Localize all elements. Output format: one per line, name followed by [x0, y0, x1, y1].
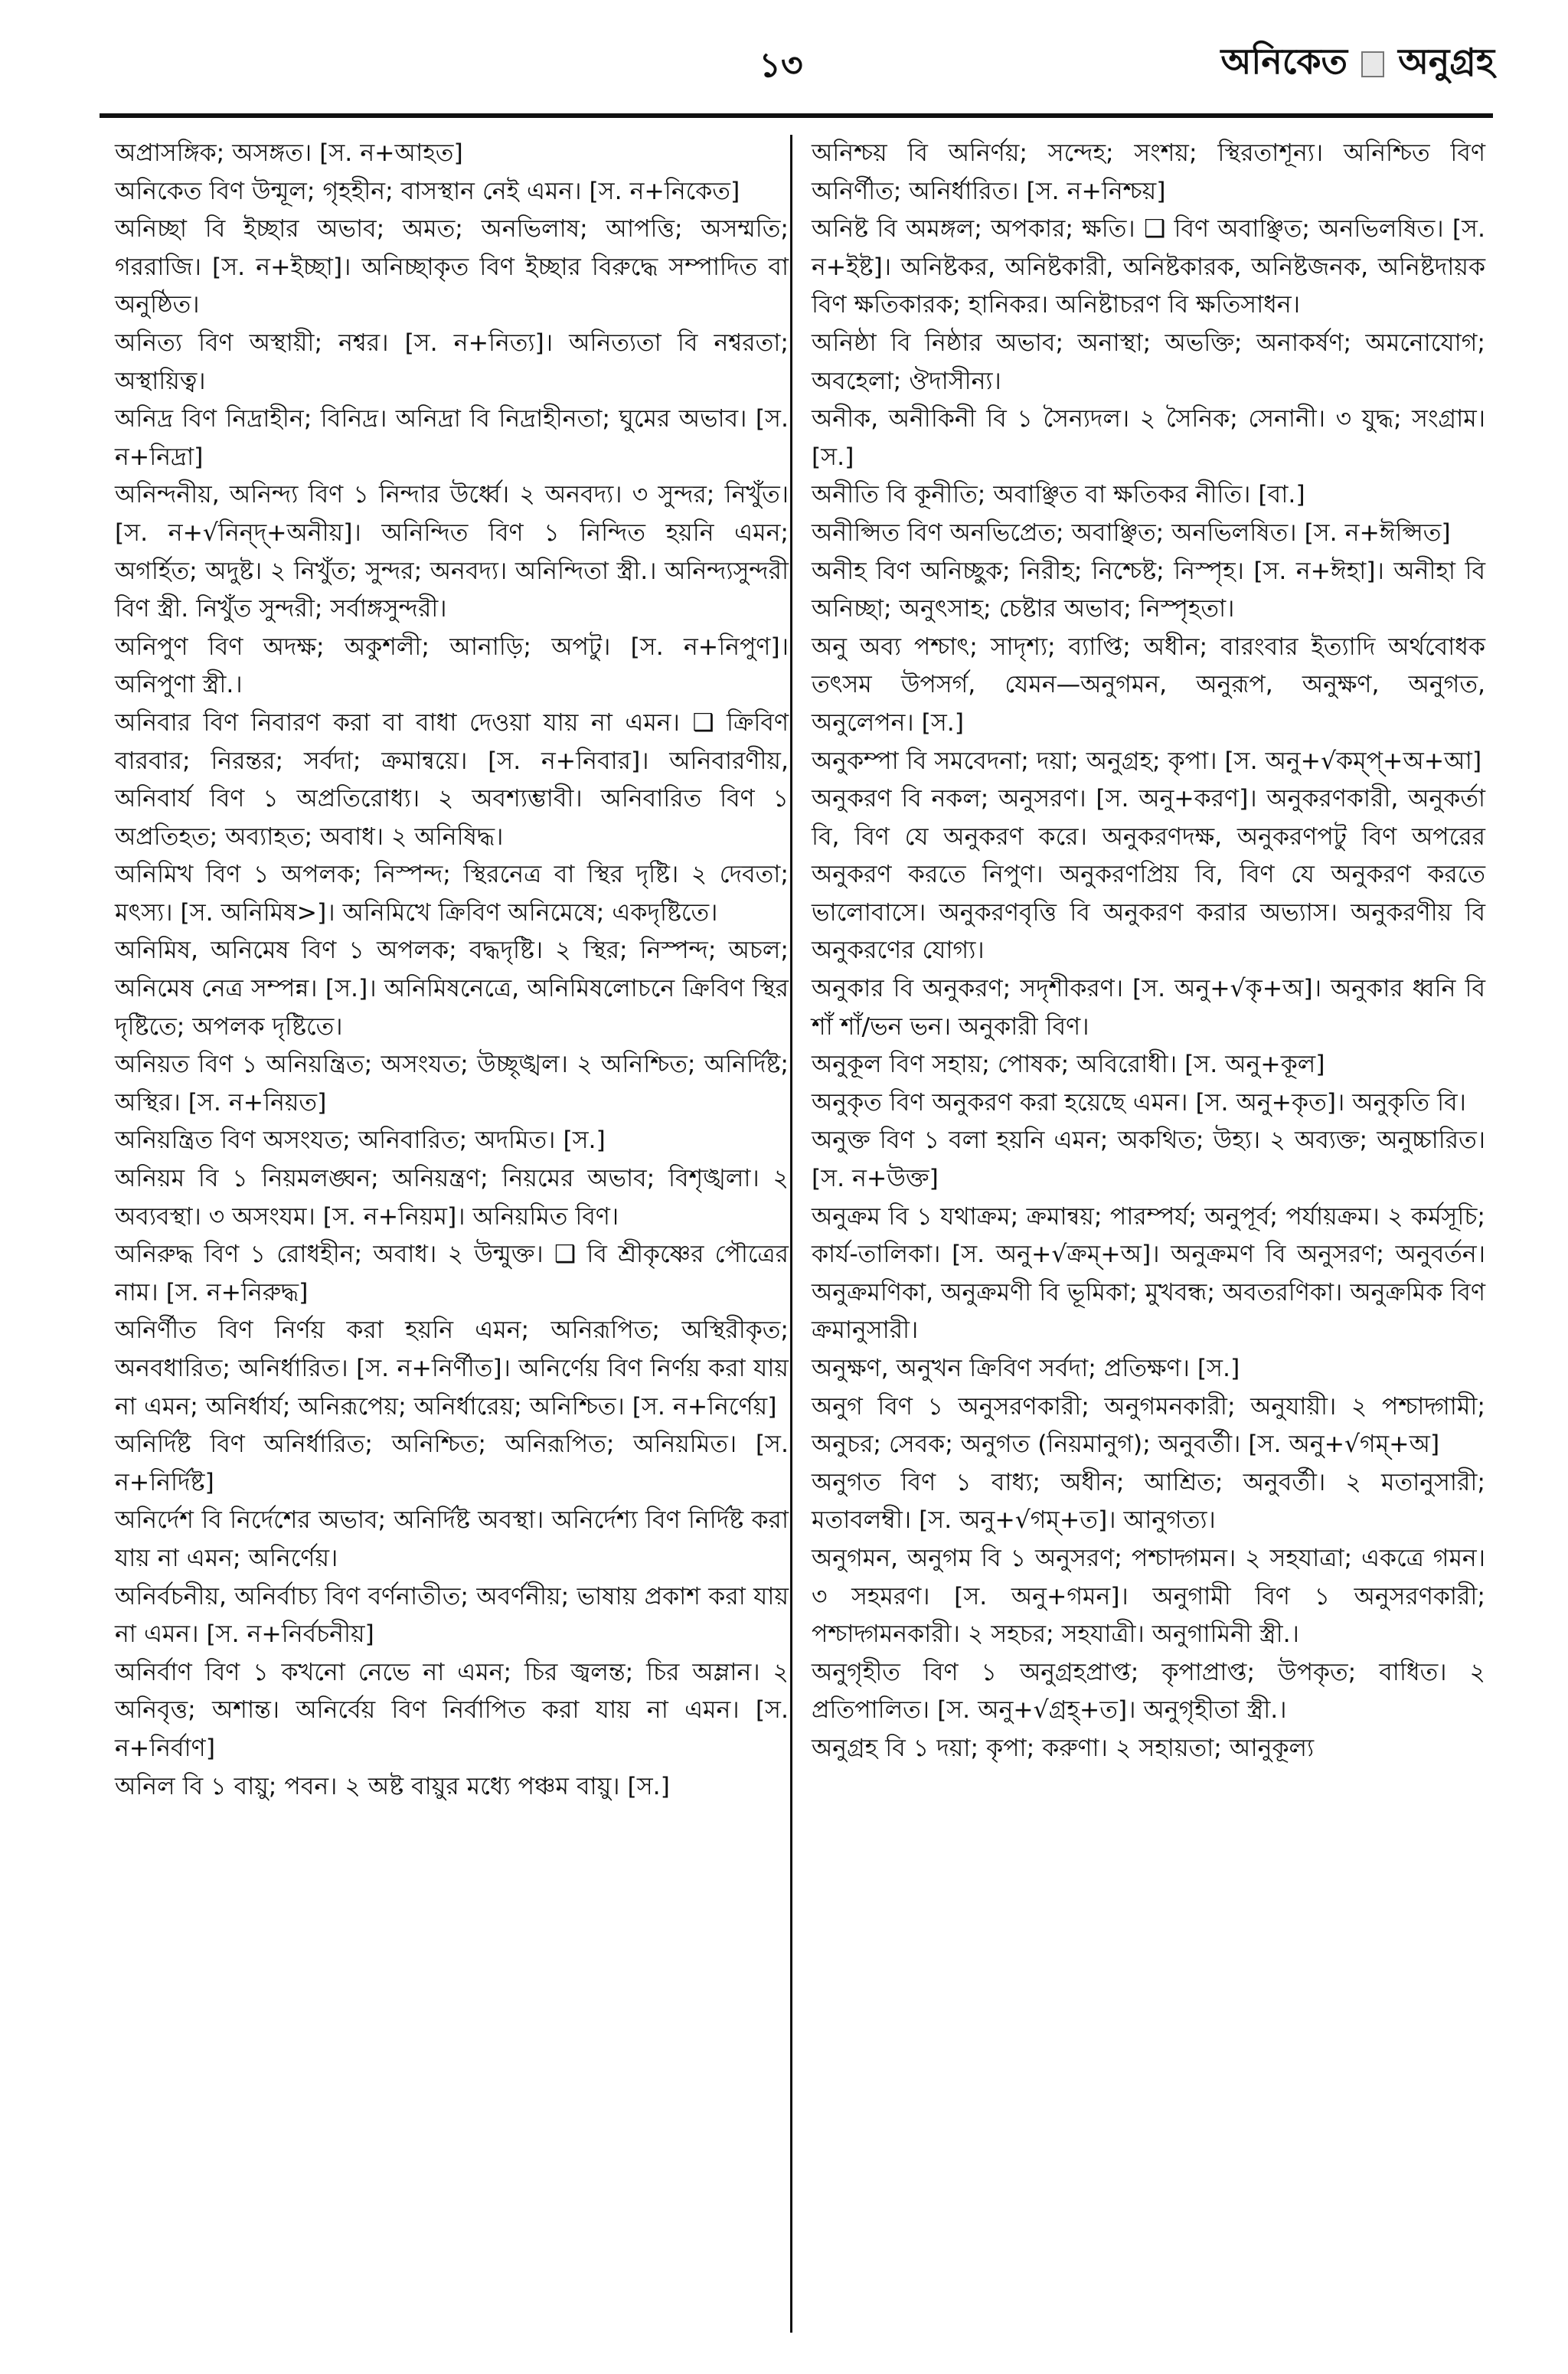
dictionary-entry: অনুকার বি অনুকরণ; সদৃশীকরণ। [স. অনু+√কৃ+অ]। অনুকার ধ্বনি বি শাঁ শাঁ/ভন ভন। অনুকারী বিণ।: [812, 975, 1485, 1041]
dictionary-entry: অনিমিষ, অনিমেষ বিণ ১ অপলক; বদ্ধদৃষ্টি। ২ স্থির; নিস্পন্দ; অচল; অনিমেষ নেত্র সম্পন্ন। [স.]। অনিমিষনেত্রে, অনিমিষলোচনে ক্রিবিণ স্থির দৃষ্টিতে; অপলক দৃষ্টিতে।: [115, 937, 789, 1041]
dictionary-entry: অনুগৃহীত বিণ ১ অনুগ্রহপ্রাপ্ত; কৃপাপ্রাপ্ত; উপকৃত; বাধিত। ২ প্রতিপালিত। [স. অনু+√গ্রহ্+ত]। অনুগৃহীতা স্ত্রী.।: [812, 1658, 1485, 1725]
dictionary-entry: অপ্রাসঙ্গিক; অসঙ্গত। [স. ন+আহত]: [115, 139, 463, 167]
dictionary-entry: অনিয়ম বি ১ নিয়মলঙ্ঘন; অনিয়ন্ত্রণ; নিয়মের অভাব; বিশৃঙ্খলা। ২ অব্যবস্থা। ৩ অসংযম। [স. ন+নিয়ম]। অনিয়মিত বিণ।: [115, 1165, 789, 1231]
guide-word-end: অনুগ্রহ: [1398, 41, 1494, 82]
dictionary-entry: অনির্দেশ বি নির্দেশের অভাব; অনির্দিষ্ট অবস্থা। অনির্দেশ্য বিণ নির্দিষ্ট করা যায় না এমন; অনির্ণেয়।: [115, 1506, 789, 1572]
dictionary-entry: অনুক্রম বি ১ যথাক্রম; ক্রমান্বয়; পারম্পর্য; অনুপূর্ব; পর্যায়ক্রম। ২ কর্মসূচি; কার্য-তালিকা। [স. অনু+√ক্রম্+অ]। অনুক্রমণ বি অনুসরণ; অনুবর্তন। অনুক্রমণিকা, অনুক্রমণী বি ভূমিকা; মুখবন্ধ; অবতরণিকা। অনুক্রমিক বিণ ক্রমানুসারী।: [812, 1202, 1485, 1345]
dictionary-entry: অনিশ্চয় বি অনির্ণয়; সন্দেহ; সংশয়; স্থিরতাশূন্য। অনিশ্চিত বিণ অনির্ণীত; অনির্ধারিত। [স. ন+নিশ্চয়]: [812, 139, 1485, 205]
dictionary-entry: অনিয়ত বিণ ১ অনিয়ন্ত্রিত; অসংযত; উচ্ছৃঙ্খল। ২ অনিশ্চিত; অনির্দিষ্ট; অস্থির। [স. ন+নিয়ত]: [115, 1051, 789, 1117]
guide-separator-box-icon: [1361, 51, 1384, 77]
dictionary-entry: অনুকরণ বি নকল; অনুসরণ। [স. অনু+করণ]। অনুকরণকারী, অনুকর্তা বি, বিণ যে অনুকরণ করে। অনুকরণদক্ষ, অনুকরণপটু বিণ অপরের অনুকরণ করতে নিপুণ। অনুকরণপ্রিয় বি, বিণ যে অনুকরণ করতে ভালোবাসে। অনুকরণবৃত্তি বি অনুকরণ করার অভ্যাস। অনুকরণীয় বি অনুকরণের যোগ্য।: [812, 785, 1485, 965]
right-column: [812, 135, 1485, 1768]
dictionary-entry: অনিবার বিণ নিবারণ করা বা বাধা দেওয়া যায় না এমন। ❑ ক্রিবিণ বারবার; নিরন্তর; সর্বদা; ক্রমান্বয়ে। [স. ন+নিবার]। অনিবারণীয়, অনিবার্য বিণ ১ অপ্রতিরোধ্য। ২ অবশ্যম্ভাবী। অনিবারিত বিণ ১ অপ্রতিহত; অব্যাহত; অবাধ। ২ অনিষিদ্ধ।: [115, 708, 789, 851]
dictionary-entry: অনুগত বিণ ১ বাধ্য; অধীন; আশ্রিত; অনুবর্তী। ২ মতানুসারী; মতাবলম্বী। [স. অনু+√গম্+ত]। আনুগত্য।: [812, 1468, 1485, 1535]
dictionary-entry: অনুগ বিণ ১ অনুসরণকারী; অনুগমনকারী; অনুযায়ী। ২ পশ্চাদ্গামী; অনুচর; সেবক; অনুগত (নিয়মানুগ); অনুবর্তী। [স. অনু+√গম্+অ]: [812, 1392, 1485, 1459]
dictionary-entry: অনিপুণ বিণ অদক্ষ; অকুশলী; আনাড়ি; অপটু। [স. ন+নিপুণ]। অনিপুণা স্ত্রী.।: [115, 633, 789, 699]
dictionary-entry: অনুক্ষণ, অনুখন ক্রিবিণ সর্বদা; প্রতিক্ষণ। [স.]: [812, 1355, 1240, 1382]
guide-words: [1220, 35, 1494, 93]
dictionary-entry: অনীতি বি কূনীতি; অবাঞ্ছিত বা ক্ষতিকর নীতি। [বা.]: [812, 481, 1305, 509]
dictionary-entry: অনিকেত বিণ উন্মূল; গৃহহীন; বাসস্থান নেই এমন। [স. ন+নিকেত]: [115, 177, 740, 205]
dictionary-entry: অনুকৃত বিণ অনুকরণ করা হয়েছে এমন। [স. অনু+কৃত]। অনুকৃতি বি।: [812, 1088, 1466, 1117]
dictionary-entry: অনিচ্ছা বি ইচ্ছার অভাব; অমত; অনভিলাষ; আপত্তি; অসম্মতি; গররাজি। [স. ন+ইচ্ছা]। অনিচ্ছাকৃত বিণ ইচ্ছার বিরুদ্ধে সম্পাদিত বা অনুষ্ঠিত।: [115, 215, 789, 319]
dictionary-entry: অনিল বি ১ বায়ু; পবন। ২ অষ্ট বায়ুর মধ্যে পঞ্চম বায়ু। [স.]: [115, 1772, 670, 1800]
dictionary-entry: অনিয়ন্ত্রিত বিণ অসংযত; অনিবারিত; অদমিত। [স.]: [115, 1127, 606, 1155]
dictionary-entry: অনুক্ত বিণ ১ বলা হয়নি এমন; অকথিত; উহ্য। ২ অব্যক্ত; অনুচ্চারিত। [স. ন+উক্ত]: [812, 1127, 1485, 1193]
dictionary-entry: অনীক, অনীকিনী বি ১ সৈন্যদল। ২ সৈনিক; সেনানী। ৩ যুদ্ধ; সংগ্রাম। [স.]: [812, 405, 1485, 471]
dictionary-entry: অনিষ্ঠা বি নিষ্ঠার অভাব; অনাস্থা; অভক্তি; অনাকর্ষণ; অমনোযোগ; অবহেলা; ঔদাসীন্য।: [812, 329, 1485, 395]
dictionary-entry: অনুগমন, অনুগম বি ১ অনুসরণ; পশ্চাদ্গমন। ২ সহযাত্রা; একত্রে গমন। ৩ সহমরণ। [স. অনু+গমন]। অনুগামী বিণ ১ অনুসরণকারী; পশ্চাদ্গমনকারী। ২ সহচর; সহযাত্রী। অনুগামিনী স্ত্রী.।: [812, 1544, 1485, 1649]
guide-word-start: অনিকেত: [1220, 41, 1348, 82]
dictionary-entry: অনির্বচনীয়, অনির্বাচ্য বিণ বর্ণনাতীত; অবর্ণনীয়; ভাষায় প্রকাশ করা যায় না এমন। [স. ন+নির্বচনীয়]: [115, 1582, 789, 1649]
dictionary-entry: অনুগ্রহ বি ১ দয়া; কৃপা; করুণা। ২ সহায়তা; আনুকূল্য: [812, 1734, 1315, 1762]
dictionary-entry: অনিষ্ট বি অমঙ্গল; অপকার; ক্ষতি। ❑ বিণ অবাঞ্ছিত; অনভিলষিত। [স. ন+ইষ্ট]। অনিষ্টকর, অনিষ্টকারী, অনিষ্টকারক, অনিষ্টজনক, অনিষ্টদায়ক বিণ ক্ষতিকারক; হানিকর। অনিষ্টাচরণ বি ক্ষতিসাধন।: [812, 215, 1485, 319]
dictionary-entry: অনিরুদ্ধ বিণ ১ রোধহীন; অবাধ। ২ উন্মুক্ত। ❑ বি শ্রীকৃষ্ণের পৌত্রের নাম। [স. ন+নিরুদ্ধ]: [115, 1241, 789, 1306]
dictionary-entry: অনিন্দনীয়, অনিন্দ্য বিণ ১ নিন্দার উর্ধ্বে। ২ অনবদ্য। ৩ সুন্দর; নিখুঁত। [স. ন+√নিন্দ্+অনীয়]। অনিন্দিত বিণ ১ নিন্দিত হয়নি এমন; অগর্হিত; অদুষ্ট। ২ নিখুঁত; সুন্দর; অনবদ্য। অনিন্দিতা স্ত্রী.। অনিন্দ্যসুন্দরী বিণ স্ত্রী. নিখুঁত সুন্দরী; সর্বাঙ্গসুন্দরী।: [115, 481, 789, 623]
header-rule: [100, 113, 1493, 118]
dictionary-entry: অনিত্য বিণ অস্থায়ী; নশ্বর। [স. ন+নিত্য]। অনিত্যতা বি নশ্বরতা; অস্থায়িত্ব।: [115, 329, 789, 395]
dictionary-entry: অনির্বাণ বিণ ১ কখনো নেভে না এমন; চির জ্বলন্ত; চির অম্লান। ২ অনিবৃত্ত; অশান্ত। অনির্বেয় বিণ নির্বাপিত করা যায় না এমন। [স. ন+নির্বাণ]: [115, 1658, 789, 1762]
column-divider: [790, 135, 792, 2333]
dictionary-entry: অনির্ণীত বিণ নির্ণয় করা হয়নি এমন; অনিরূপিত; অস্থিরীকৃত; অনবধারিত; অনির্ধারিত। [স. ন+নির্ণীত]। অনির্ণেয় বিণ নির্ণয় করা যায় না এমন; অনির্ধার্য; অনিরূপেয়; অনির্ধারেয়; অনিশ্চিত। [স. ন+নির্ণেয়]: [115, 1316, 789, 1421]
dictionary-entry: অনীপ্সিত বিণ অনভিপ্রেত; অবাঞ্ছিত; অনভিলষিত। [স. ন+ঈপ্সিত]: [812, 518, 1451, 547]
left-column: [115, 135, 789, 1806]
dictionary-entry: অনিদ্র বিণ নিদ্রাহীন; বিনিদ্র। অনিদ্রা বি নিদ্রাহীনতা; ঘুমের অভাব। [স. ন+নিদ্রা]: [115, 405, 789, 471]
dictionary-entry: অনুকম্পা বি সমবেদনা; দয়া; অনুগ্রহ; কৃপা। [স. অনু+√কম্প্+অ+আ]: [812, 747, 1482, 775]
dictionary-entry: অনু অব্য পশ্চাৎ; সাদৃশ্য; ব্যাপ্তি; অধীন; বারংবার ইত্যাদি অর্থবোধক তৎসম উপসর্গ, যেমন—অনুগমন, অনুরূপ, অনুক্ষণ, অনুগত, অনুলেপন। [স.]: [812, 633, 1485, 737]
page-number: ১৩: [759, 46, 803, 85]
dictionary-entry: অনুকূল বিণ সহায়; পোষক; অবিরোধী। [স. অনু+কূল]: [812, 1051, 1325, 1079]
dictionary-entry: অনির্দিষ্ট বিণ অনির্ধারিত; অনিশ্চিত; অনিরূপিত; অনিয়মিত। [স. ন+নির্দিষ্ট]: [115, 1431, 789, 1496]
dictionary-entry: অনিমিখ বিণ ১ অপলক; নিস্পন্দ; স্থিরনেত্র বা স্থির দৃষ্টি। ২ দেবতা; মৎস্য। [স. অনিমিষ>]। অনিমিখে ক্রিবিণ অনিমেষে; একদৃষ্টিতে।: [115, 861, 789, 927]
dictionary-entry: অনীহ বিণ অনিচ্ছুক; নিরীহ; নিশ্চেষ্ট; নিস্পৃহ। [স. ন+ঈহা]। অনীহা বি অনিচ্ছা; অনুৎসাহ; চেষ্টার অভাব; নিস্পৃহতা।: [812, 557, 1485, 623]
